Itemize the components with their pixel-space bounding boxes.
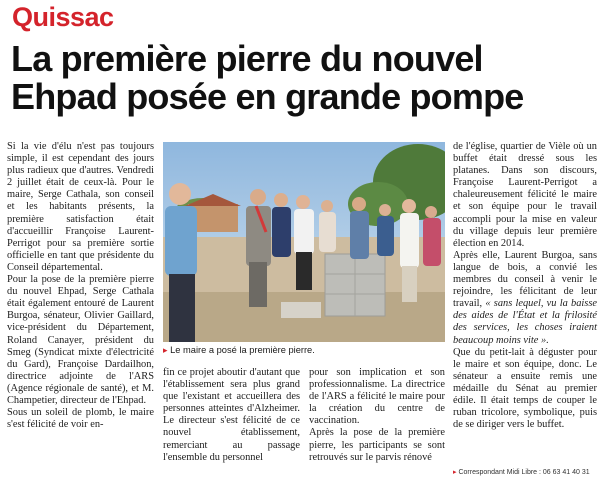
paragraph: Que du petit-lait à déguster pour le maire et son équipe, donc. Le sénateur a ensuite remis une médaille du Sénat au premier édile. Il était temps de couper le ruban tricolore, symbolique, puis de se diriger vers le buffet. xyxy=(453,346,597,431)
article-photo xyxy=(163,142,445,342)
headline xyxy=(11,40,601,116)
paragraph: fin ce projet aboutir d'autant que l'établissement sera plus grand que l'existant et accueillera des personnes atteintes d'Alzheimer. Le directeur s'est félicité de ce nouvel établissement, remerciant au passage l'ensemble du personnel xyxy=(163,367,300,463)
body-column-2 xyxy=(163,367,300,464)
body-column-1 xyxy=(7,141,154,431)
photo-caption xyxy=(163,343,445,357)
paragraph-text: Après elle, Laurent Burgoa, sans langue de bois, a convié les membres du conseil à venir le rejoindre, les félicitant de leur travail, xyxy=(453,249,597,310)
credit-bullet-icon: ▸ xyxy=(453,469,457,476)
paragraph: Pour la pose de la première pierre du nouvel Ehpad, Serge Cathala était également entouré de Laurent Burgoa, sénateur, Olivier Gaillard, vice-président du Département, Roland Canayer, président du Smeg (Syndicat mixte d'électricité du Gard), Françoise Dardailhon, directrice adjointe de l'ARS (Agence régionale de santé), et M. Champetier, directeur de l'Ehpad. xyxy=(7,274,154,406)
paragraph: pour son implication et son professionnalisme. La directrice de l'ARS a félicité le maire pour la création du centre de vaccination. xyxy=(309,367,445,427)
caption-bullet-icon: ▸ xyxy=(163,345,168,355)
correspondent-credit xyxy=(453,468,603,476)
headline-line-1: La première pierre du nouvel xyxy=(11,38,483,79)
caption-text: Le maire a posé la première pierre. xyxy=(170,345,315,355)
body-column-3 xyxy=(309,367,445,464)
body-column-4 xyxy=(453,141,597,431)
section-kicker: Quissac xyxy=(12,2,114,32)
headline-line-2: Ehpad posée en grande pompe xyxy=(11,76,524,117)
paragraph xyxy=(453,250,597,347)
paragraph: de l'église, quartier de Vièle où un buffet était dressé sous les platanes. Dans son discours, Françoise Laurent-Perrigot a chaleureusement félicité le maire et son équipe pour le travail accompli pour la mise en valeur du village depuis leur première élection en 2014. xyxy=(453,141,597,249)
paragraph: Si la vie d'élu n'est pas toujours simple, il est cependant des jours plus radieux que d'autres. Vendredi 2 juillet était de ceux-là. Pour le maire, Serge Cathala, son conseil et les habitants présents, la première satisfaction était d'accueillir Françoise Laurent-Perrigot pour sa première sortie officielle en tant que présidente du Conseil départemental. xyxy=(7,141,154,273)
quote: « sans lequel, vu la baisse des aides de l'État et la frilosité des services, les choses iraient beaucoup moins vite ». xyxy=(453,298,597,346)
paragraph: Sous un soleil de plomb, le maire s'est félicité de voir en- xyxy=(7,407,154,431)
credit-text: Correspondant Midi Libre : 06 63 41 40 31 xyxy=(458,469,590,476)
paragraph: Après la pose de la première pierre, les participants se sont retrouvés sur le parvis rénové xyxy=(309,427,445,463)
